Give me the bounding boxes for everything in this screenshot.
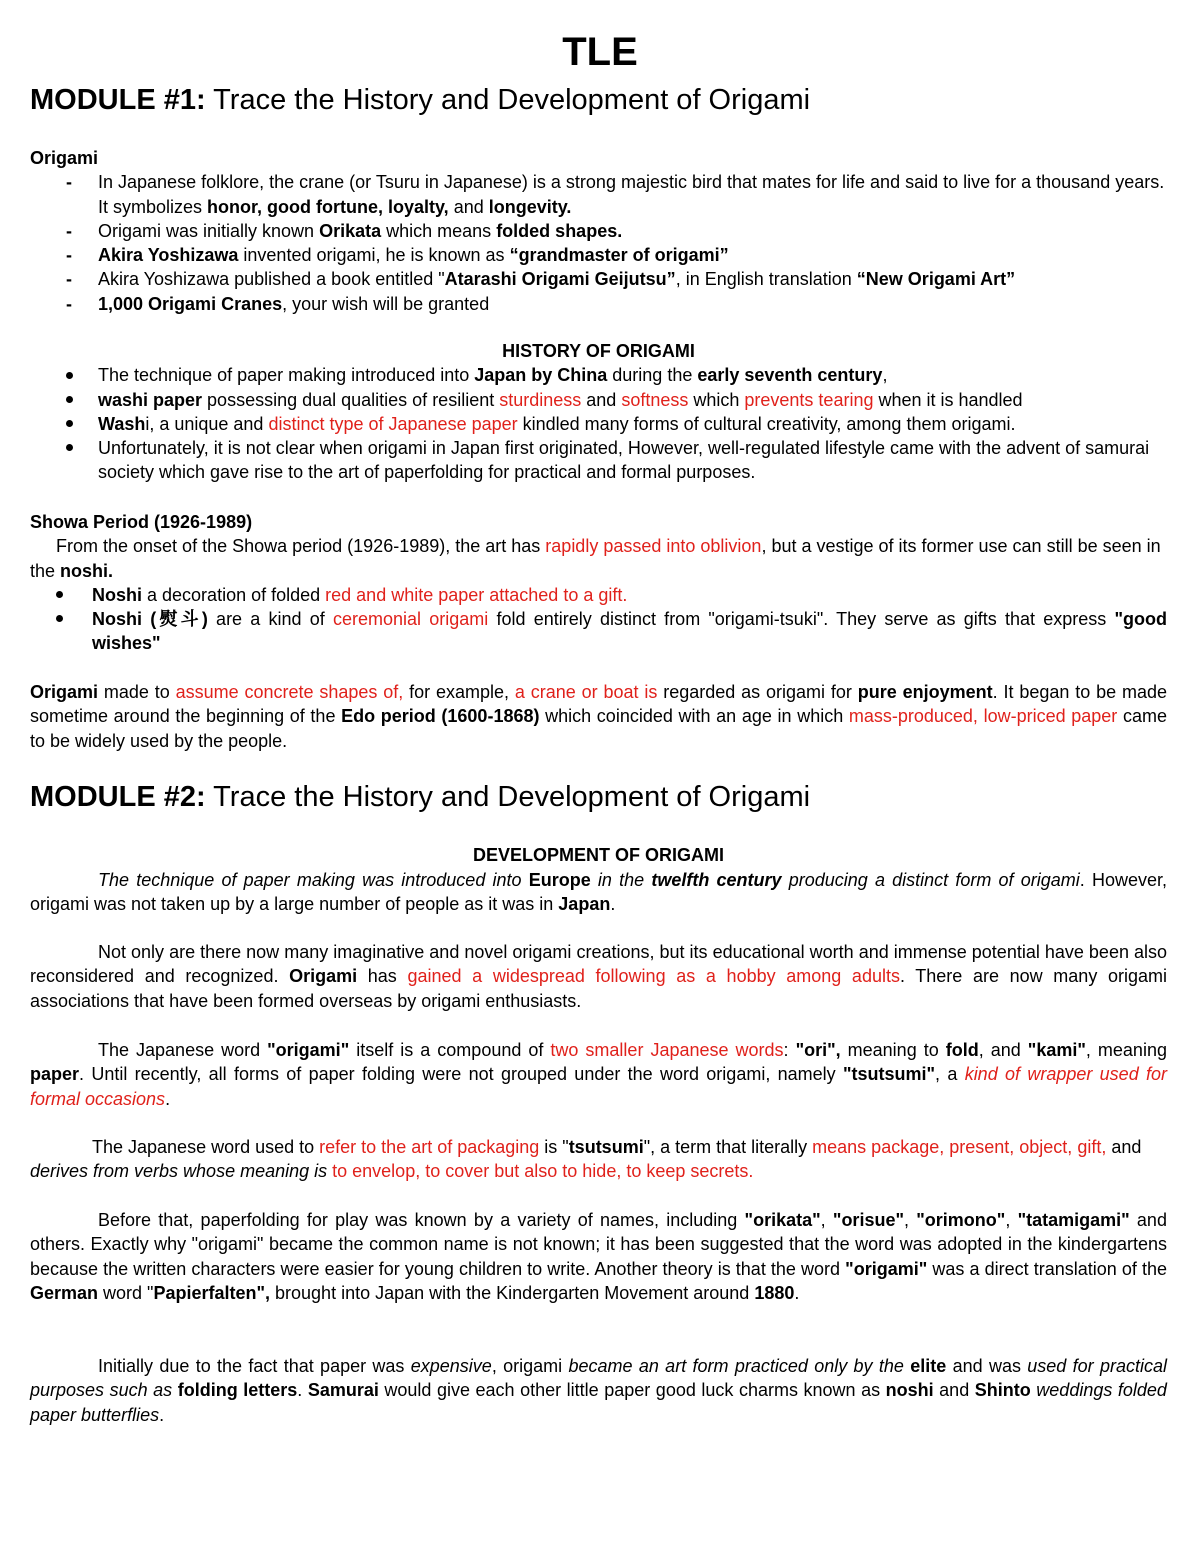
list-item: - Akira Yoshizawa invented origami, he is known as “grandmaster of origami” <box>30 243 1167 267</box>
module-1-title: Trace the History and Development of Origami <box>205 84 811 116</box>
module-1-label: MODULE #1: <box>30 84 206 116</box>
list-item: - Akira Yoshizawa published a book entitled "Atarashi Origami Geijutsu”, in English translation “New Origami Art” <box>30 267 1167 291</box>
dash-bullet: - <box>66 172 72 193</box>
origami-heading: Origami <box>30 148 99 168</box>
list-item: Unfortunately, it is not clear when origami in Japan first originated, However, well-regulated lifestyle came with the advent of samurai society which gave rise to the art of paperfolding for practical and formal purposes. <box>30 436 1167 485</box>
development-paragraph-5: Before that, paperfolding for play was known by a variety of names, including "orikata", "orisue", "orimono", "tatamigami" and others. Exactly why "origami" became the common name is not known; it has been suggested that the word was adopted in the kindergartens because the written characters were easier for young children to write. Another theory is that the word "origami" was a direct translation of the German word "Papierfalten", brought into Japan with the Kindergarten Movement around 1880. <box>30 1210 1168 1303</box>
development-paragraph-2: Not only are there now many imaginative and novel origami creations, but its educational worth and immense potential have been also reconsidered and recognized. Origami has gained a widespread following as a hobby among adults. There are now many origami associations that have been formed overseas by origami enthusiasts. <box>30 942 1167 1011</box>
list-item: Noshi (熨斗) are a kind of ceremonial origami fold entirely distinct from "origami-tsuki". They serve as gifts that express "good wishes" <box>30 607 1167 656</box>
bullet-dot-icon <box>52 607 66 631</box>
list-item: Washi, a unique and distinct type of Japanese paper kindled many forms of cultural creativity, among them origami. <box>30 412 1167 436</box>
document-title: TLE <box>562 30 638 74</box>
development-paragraph-6: Initially due to the fact that paper was expensive, origami became an art form practiced only by the elite and was used for practical purposes such as folding letters. Samurai would give each other little paper good luck charms known as noshi and Shinto weddings folded paper butterflies. <box>30 1356 1167 1425</box>
development-paragraph-1: The technique of paper making was introduced into Europe in the twelfth century producing a distinct form of origami. However, origami was not taken up by a large number of people as it was in Japan. <box>30 870 1167 915</box>
bullet-dot-icon <box>62 412 76 436</box>
showa-heading: Showa Period (1926-1989) <box>30 512 253 532</box>
list-item: - In Japanese folklore, the crane (or Tsuru in Japanese) is a strong majestic bird that mates for life and said to live for a thousand years. It symbolizes honor, good fortune, loyalty, and longevity. <box>30 170 1167 219</box>
bullet-dot-icon <box>62 388 76 412</box>
module-2-title: Trace the History and Development of Origami <box>205 781 811 813</box>
bullet-dot-icon <box>62 436 76 460</box>
development-paragraph-4: The Japanese word used to refer to the art of packaging is "tsutsumi", a term that literally means package, present, object, gift, and derives from verbs whose meaning is to envelop, to cover but also to hide, to keep secrets. <box>30 1137 1142 1182</box>
list-item: washi paper possessing dual qualities of resilient sturdiness and softness which prevents tearing when it is handled <box>30 388 1167 412</box>
module-2-label: MODULE #2: <box>30 781 206 813</box>
development-heading: DEVELOPMENT OF ORIGAMI <box>472 845 724 865</box>
list-item: - 1,000 Origami Cranes, your wish will be granted <box>30 292 1167 316</box>
bullet-dot-icon <box>52 583 66 607</box>
module-1-heading <box>30 82 1170 118</box>
bullet-dot-icon <box>62 363 76 387</box>
dash-bullet: - <box>66 220 72 241</box>
history-list <box>30 363 1167 484</box>
history-section <box>30 339 1167 485</box>
origami-section <box>30 146 1167 316</box>
history-heading: HISTORY OF ORIGAMI <box>502 341 695 361</box>
edo-paragraph: Origami made to assume concrete shapes of, for example, a crane or boat is regarded as origami for pure enjoyment. It began to be made sometime around the beginning of the Edo period (1600-1868) which coincided with an age in which mass-produced, low-priced paper came to be widely used by the people. <box>30 682 1168 751</box>
dash-bullet: - <box>66 293 72 314</box>
showa-section <box>30 510 1167 656</box>
dash-bullet: - <box>66 245 72 266</box>
list-item: Noshi a decoration of folded red and white paper attached to a gift. <box>30 583 1167 607</box>
dash-bullet: - <box>66 269 72 290</box>
module-2-heading <box>30 779 1170 815</box>
development-paragraph-3: The Japanese word "origami" itself is a compound of two smaller Japanese words: "ori", meaning to fold, and "kami", meaning paper. Until recently, all forms of paper folding were not grouped under the word origami, namely "tsutsumi", a kind of wrapper used for formal occasions. <box>30 1040 1168 1109</box>
showa-paragraph: From the onset of the Showa period (1926-1989), the art has rapidly passed into oblivion, but a vestige of its former use can still be seen in the noshi. <box>30 536 1161 581</box>
list-item: - Origami was initially known Orikata which means folded shapes. <box>30 219 1167 243</box>
origami-list <box>30 170 1167 316</box>
list-item: The technique of paper making introduced into Japan by China during the early seventh century, <box>30 363 1167 387</box>
noshi-list <box>30 583 1167 656</box>
